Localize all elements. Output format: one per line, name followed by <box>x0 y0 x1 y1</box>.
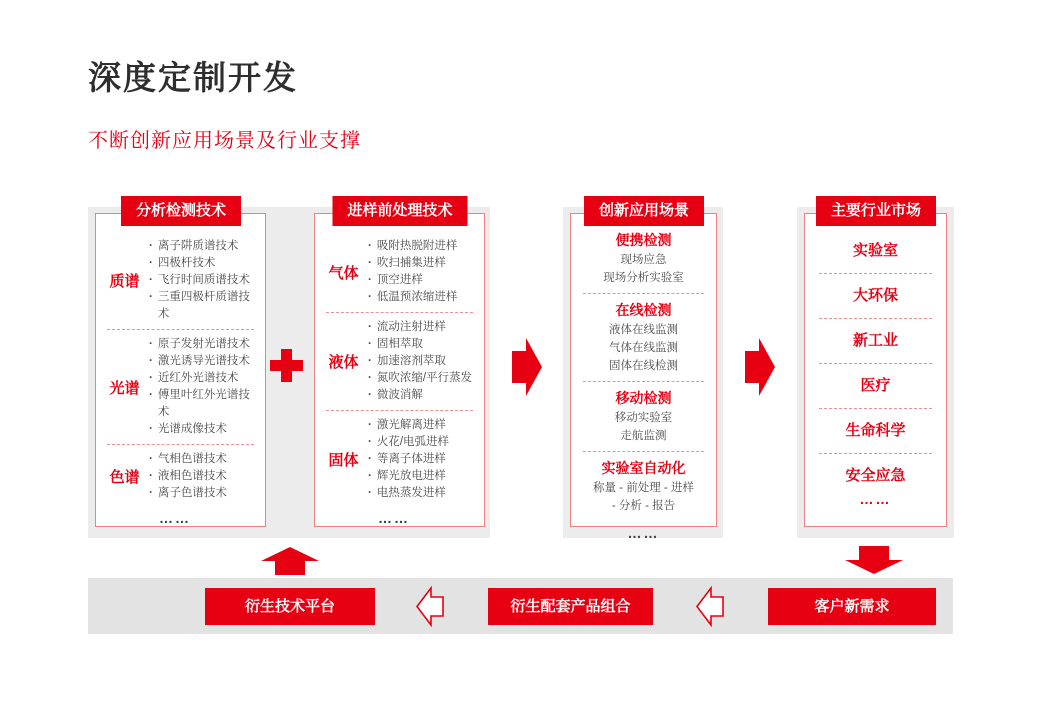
scenario-item: 现场应急 <box>620 254 667 266</box>
bullet-icon: · <box>149 291 153 303</box>
tech-item: · 离子阱质谱技术 <box>148 238 260 255</box>
tech-item: · 加速溶剂萃取 <box>367 353 479 370</box>
market-item: 实验室 <box>852 242 898 259</box>
market-item: 大环保 <box>852 287 898 304</box>
group-spectroscopy <box>101 336 260 438</box>
arrow-left-outline-icon <box>417 583 444 630</box>
tech-item: · 流动注射进样 <box>367 319 479 336</box>
tech-item: · 等离子体进样 <box>367 451 479 468</box>
tech-item: · 近红外光谱技术 <box>148 370 260 387</box>
dashed-divider <box>819 318 932 319</box>
bullet-icon: · <box>149 372 153 384</box>
dashed-divider <box>819 273 932 274</box>
bullet-icon: · <box>368 436 372 448</box>
bullet-icon: · <box>149 257 153 269</box>
badge-innovative-scenarios: 创新应用场景 <box>584 196 704 226</box>
market-item: 安全应急 <box>845 467 906 484</box>
box-derived-tech-platform: 衍生技术平台 <box>205 588 375 625</box>
market-item: 生命科学 <box>845 422 906 439</box>
group-label: 液体 <box>328 354 359 371</box>
dashed-divider <box>326 410 473 411</box>
section-title: 便携检测 <box>615 232 672 248</box>
tech-item: · 光谱成像技术 <box>148 421 260 438</box>
section-portable-detection <box>577 230 710 287</box>
badge-industry-markets: 主要行业市场 <box>816 196 936 226</box>
bullet-icon: · <box>368 321 372 333</box>
tech-item: · 四极杆技术 <box>148 255 260 272</box>
section-title: 在线检测 <box>615 302 672 318</box>
tech-item: · 飞行时间质谱技术 <box>148 272 260 289</box>
group-label: 光谱 <box>109 379 140 397</box>
bullet-icon: · <box>368 470 372 482</box>
dashed-divider <box>819 453 932 454</box>
arrow-down-icon <box>845 546 903 574</box>
group-label: 固体 <box>328 452 359 469</box>
ellipsis: …… <box>627 525 660 541</box>
scenario-item: 气体在线监测 <box>609 342 678 354</box>
box-new-customer-demand: 客户新需求 <box>768 588 936 625</box>
bullet-icon: · <box>149 470 153 482</box>
bullet-icon: · <box>368 355 372 367</box>
tech-item: · 三重四极杆质谱技术 <box>149 291 250 320</box>
bullet-icon: · <box>149 355 153 367</box>
section-title: 移动检测 <box>615 390 672 406</box>
bullet-icon: · <box>368 389 372 401</box>
tech-item: · 火花/电弧进样 <box>367 434 479 451</box>
tech-item: · 顶空进样 <box>367 272 479 289</box>
bullet-icon: · <box>149 423 153 435</box>
dashed-divider <box>107 444 254 445</box>
arrow-up-icon <box>261 547 319 575</box>
group-mass-spectrometry <box>101 238 260 323</box>
group-label: 质谱 <box>109 273 140 290</box>
tech-item: · 氮吹浓缩/平行蒸发 <box>367 370 479 387</box>
tech-item: · 吹扫捕集进样 <box>367 255 479 272</box>
group-solid <box>320 417 479 502</box>
scenario-item: 称量 - 前处理 - 进样 <box>593 482 694 494</box>
dashed-divider <box>819 363 932 364</box>
card-innovative-scenarios <box>570 213 717 541</box>
bullet-icon: · <box>368 372 372 384</box>
tech-item: · 吸附热脱附进样 <box>367 238 479 255</box>
tech-item: · 激光解离进样 <box>367 417 479 434</box>
dashed-divider <box>583 451 704 452</box>
arrow-right-icon <box>745 338 775 396</box>
bullet-icon: · <box>368 240 372 252</box>
dashed-divider <box>819 408 932 409</box>
bullet-icon: · <box>368 274 372 286</box>
arrow-right-icon <box>512 338 542 396</box>
bullet-icon: · <box>368 487 372 499</box>
tech-item: · 原子发射光谱技术 <box>148 336 260 353</box>
tech-item: · 傅里叶红外光谱技术 <box>149 389 250 418</box>
section-mobile-detection <box>577 388 710 445</box>
scenario-item: 液体在线监测 <box>609 324 678 336</box>
tech-item: · 辉光放电进样 <box>367 468 479 485</box>
ellipsis: …… <box>159 510 191 526</box>
badge-analysis-detection-tech: 分析检测技术 <box>121 196 241 226</box>
section-online-detection <box>577 300 710 375</box>
tech-item: · 气相色谱技术 <box>148 451 260 468</box>
tech-item: · 低温预浓缩进样 <box>367 289 479 306</box>
bullet-icon: · <box>149 487 153 499</box>
group-gas <box>320 238 479 306</box>
dashed-divider <box>583 381 704 382</box>
bullet-icon: · <box>149 240 153 252</box>
market-item: 医疗 <box>860 377 891 394</box>
plus-icon <box>270 349 303 382</box>
group-liquid <box>320 319 479 404</box>
scenario-item: 移动实验室 <box>614 412 673 424</box>
arrow-left-outline-icon <box>697 583 724 630</box>
bullet-icon: · <box>149 338 153 350</box>
scenario-item: 固体在线检测 <box>609 360 678 372</box>
tech-item: · 微波消解 <box>367 387 479 404</box>
dashed-divider <box>326 312 473 313</box>
market-item: 新工业 <box>852 332 898 349</box>
tech-item: · 电热蒸发进样 <box>367 485 479 502</box>
card-analysis-detection-tech <box>95 213 266 527</box>
bullet-icon: · <box>368 419 372 431</box>
bullet-icon: · <box>149 389 153 401</box>
section-title: 实验室自动化 <box>601 460 686 476</box>
card-sample-pretreatment-tech <box>314 213 485 527</box>
group-label: 色谱 <box>109 469 140 486</box>
scenario-item: 现场分析实验室 <box>603 272 684 284</box>
tech-item: · 离子色谱技术 <box>148 485 260 502</box>
bullet-icon: · <box>149 453 153 465</box>
page-title: 深度定制开发 <box>88 59 298 96</box>
tech-item: · 固相萃取 <box>367 336 479 353</box>
badge-sample-pretreatment-tech: 进样前处理技术 <box>332 196 467 226</box>
group-chromatography <box>101 451 260 502</box>
tech-item: · 激光诱导光谱技术 <box>148 353 260 370</box>
section-lab-automation <box>577 458 710 515</box>
tech-item: · 液相色谱技术 <box>148 468 260 485</box>
scenario-item: - 分析 - 报告 <box>611 500 676 512</box>
dashed-divider <box>583 293 704 294</box>
dashed-divider <box>107 329 254 330</box>
page-subtitle: 不断创新应用场景及行业支撑 <box>88 130 361 152</box>
ellipsis: …… <box>859 491 892 507</box>
bullet-icon: · <box>368 338 372 350</box>
bullet-icon: · <box>149 274 153 286</box>
ellipsis: …… <box>378 510 410 526</box>
bullet-icon: · <box>368 291 372 303</box>
group-label: 气体 <box>328 264 359 282</box>
box-derived-product-portfolio: 衍生配套产品组合 <box>488 588 653 625</box>
bullet-icon: · <box>368 453 372 465</box>
card-industry-markets <box>804 213 947 527</box>
scenario-item: 走航监测 <box>620 430 667 442</box>
bullet-icon: · <box>368 257 372 269</box>
